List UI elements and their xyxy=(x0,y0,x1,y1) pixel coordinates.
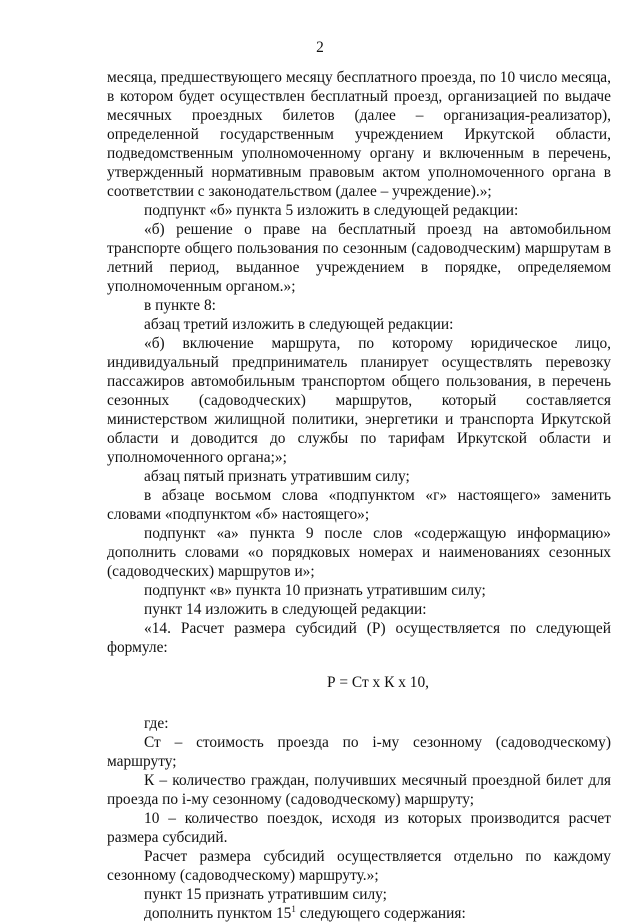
paragraph-last xyxy=(107,904,611,923)
paragraph: пункт 14 изложить в следующей редакции: xyxy=(144,601,427,618)
paragraph: подпункт «б» пункта 5 изложить в следующей редакции: xyxy=(144,202,519,219)
paragraph: «б) включение маршрута, по которому юридическое лицо, индивидуальный предприниматель планирует осуществлять перевозку пассажиров автомобильным транспортом общего пользования, в перечень сезонных (садоводческих) маршрутов, который составляется министерством жилищной политики, энергетики и транспорта Иркутской области и доводится до службы по тарифам Иркутской области и уполномоченного органа;»; xyxy=(107,335,611,466)
paragraph: подпункт «в» пункта 10 признать утратившим силу; xyxy=(144,582,486,599)
paragraph: в пункте 8: xyxy=(144,297,216,314)
paragraph: Расчет размера субсидий осуществляется отдельно по каждому сезонному (садоводческому) маршруту.»; xyxy=(107,848,611,884)
paragraph: где: xyxy=(144,715,169,732)
document-body xyxy=(107,68,611,923)
paragraph: абзац пятый признать утратившим силу; xyxy=(144,468,410,485)
last-line-text: дополнить пунктом 15 xyxy=(144,905,292,922)
superscript: 1 xyxy=(291,904,296,914)
paragraph: в абзаце восьмом слова «подпунктом «г» настоящего» заменить словами «подпунктом «б» настоящего»; xyxy=(107,487,611,523)
paragraph: месяца, предшествующего месяцу бесплатного проезда, по 10 число месяца, в котором будет осуществлен бесплатный проезд, организацией по выдаче месячных проездных билетов (далее – организация-реализатор), определенной государственным учреждением Иркутской области, подведомственным уполномоченному органу и включенным в перечень, утвержденный нормативным правовым актом уполномоченного органа в соответствии с законодательством (далее – учреждение).»; xyxy=(107,69,611,200)
formula: Р = Ст х К х 10, xyxy=(326,674,429,691)
paragraph: «14. Расчет размера субсидий (Р) осуществляется по следующей формуле: xyxy=(107,620,611,656)
paragraph: Ст – стоимость проезда по i-му сезонному (садоводческому) маршруту; xyxy=(107,734,611,770)
paragraph: пункт 15 признать утратившим силу; xyxy=(144,886,387,903)
paragraph: 10 – количество поездок, исходя из которых производится расчет размера субсидий. xyxy=(107,810,611,846)
paragraph: «б) решение о праве на бесплатный проезд на автомобильном транспорте общего пользования по сезонным (садоводческим) маршрутам в летний период, выданное учреждением в порядке, определяемом уполномоченным органом.»; xyxy=(107,221,611,295)
last-line-text-end: следующего содержания: xyxy=(295,905,466,922)
page-number: 2 xyxy=(316,39,324,56)
paragraph: К – количество граждан, получивших месячный проездной билет для проезда по i-му сезонному (садоводческому) маршруту; xyxy=(107,772,611,808)
paragraph: подпункт «а» пункта 9 после слов «содержащую информацию» дополнить словами «о порядковых номерах и наименованиях сезонных (садоводческих) маршрутов и»; xyxy=(107,525,611,580)
paragraph: абзац третий изложить в следующей редакции: xyxy=(144,316,454,333)
